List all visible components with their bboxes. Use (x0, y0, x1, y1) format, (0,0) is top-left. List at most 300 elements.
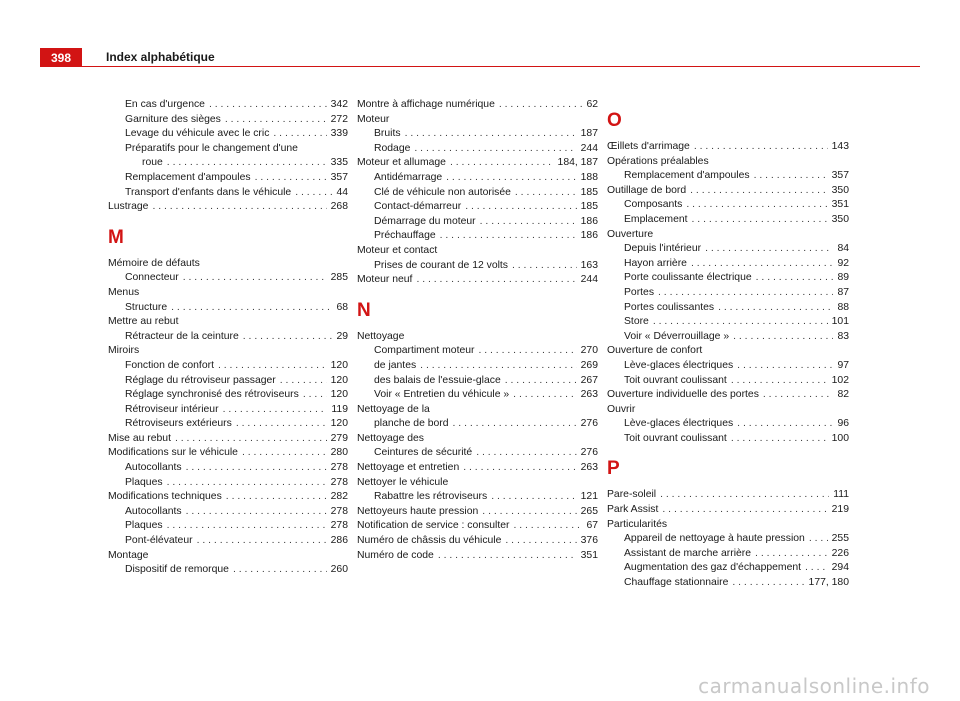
page-header (40, 48, 920, 70)
index-entry (357, 432, 598, 447)
index-entry (357, 186, 598, 201)
index-entry (108, 446, 348, 461)
index-entry (108, 461, 348, 476)
index-entry-term: Ouvrir (607, 403, 636, 415)
dot-leader (690, 184, 828, 199)
index-entry-page: 278 (330, 476, 348, 488)
index-entry (357, 171, 598, 186)
index-entry-term: Ouverture de confort (607, 345, 703, 357)
index-entry-page: 100 (831, 432, 849, 444)
index-entry (108, 563, 348, 578)
index-entry-term: Autocollants (125, 462, 182, 474)
index-entry-term: Contact-démarreur (374, 201, 462, 213)
index-entry-page: 163 (580, 259, 598, 271)
index-entry-term: Mise au rebut (108, 432, 171, 444)
index-entry (108, 476, 348, 491)
dot-leader (438, 549, 577, 564)
index-entry (607, 184, 849, 199)
index-entry (108, 359, 348, 374)
index-entry (108, 388, 348, 403)
index-entry (108, 200, 348, 215)
index-entry (108, 127, 348, 142)
index-entry-page: 120 (330, 418, 348, 430)
index-entry (607, 518, 849, 533)
index-entry (607, 488, 849, 503)
index-entry-page: 87 (837, 286, 849, 298)
index-entry (108, 257, 348, 272)
dot-leader (732, 576, 804, 591)
dot-leader (171, 301, 332, 316)
index-entry-page: 286 (330, 535, 348, 547)
index-entry (357, 244, 598, 259)
index-entry-term: Montre à affichage numérique (357, 99, 495, 110)
index-entry-term: Ceintures de sécurité (374, 447, 473, 459)
index-entry-page: 119 (331, 403, 348, 415)
index-entry-page: 84 (837, 243, 849, 255)
index-entry-term: Œillets d'arrimage (607, 141, 690, 152)
dot-leader (805, 561, 828, 576)
dot-leader (303, 388, 327, 403)
index-entry (607, 432, 849, 447)
index-entry-term: Dispositif de remorque (125, 564, 229, 576)
index-entry (108, 142, 348, 157)
index-entry-term: Particularités (607, 518, 668, 530)
index-entry-page: 278 (330, 462, 348, 474)
index-entry-page: 143 (831, 141, 849, 152)
index-entry-term: Nettoyage des (357, 432, 425, 444)
index-entry (357, 388, 598, 403)
index-entry-term: Toit ouvrant coulissant (624, 374, 727, 386)
index-entry (357, 344, 598, 359)
dot-leader (809, 532, 828, 547)
index-entry (607, 140, 849, 155)
index-entry-page: 185 (580, 201, 598, 213)
index-entry (357, 156, 598, 171)
index-entry-term: En cas d'urgence (125, 99, 205, 110)
index-entry-term: Augmentation des gaz d'échappement (624, 562, 802, 574)
index-entry-term: Rétroviseur intérieur (125, 403, 219, 415)
index-entry (108, 432, 348, 447)
dot-leader (453, 417, 577, 432)
index-entry-page: 272 (330, 113, 348, 125)
index-entry (607, 417, 849, 432)
index-entry-page: 120 (330, 389, 348, 401)
index-entry-page: 376 (580, 535, 598, 547)
dot-leader (653, 315, 828, 330)
index-entry (357, 215, 598, 230)
index-entry (108, 519, 348, 534)
index-entry-term: Numéro de châssis du véhicule (357, 535, 502, 547)
index-entry (607, 403, 849, 418)
index-entry (357, 534, 598, 549)
index-entry (357, 549, 598, 564)
index-entry-page: 88 (837, 301, 849, 313)
dot-leader (152, 200, 326, 215)
index-entry (607, 374, 849, 389)
index-entry (108, 549, 348, 564)
dot-leader (476, 446, 576, 461)
dot-leader (513, 519, 582, 534)
index-entry (108, 490, 348, 505)
section-letter: O (607, 110, 622, 131)
dot-leader (255, 171, 327, 186)
dot-leader (480, 215, 577, 230)
index-entry-page: 335 (330, 157, 348, 169)
index-entry-term: Réglage synchronisé des rétroviseurs (125, 389, 299, 401)
dot-leader (482, 505, 576, 520)
index-entry-page: 97 (837, 359, 849, 371)
index-entry-term: Plaques (125, 476, 163, 488)
index-entry-page: 121 (580, 491, 598, 503)
dot-leader (186, 461, 327, 476)
index-entry-term: Pont-élévateur (125, 535, 193, 547)
index-entry (607, 228, 849, 243)
index-entry-page: 186 (580, 215, 598, 227)
index-entry-page: 184, 187 (557, 157, 598, 169)
index-entry-term: Clé de véhicule non autorisée (374, 186, 511, 198)
index-entry-term: Bruits (374, 128, 401, 140)
index-entry-term: Opérations préalables (607, 155, 709, 167)
dot-leader (737, 359, 833, 374)
dot-leader (226, 490, 327, 505)
index-entry (108, 330, 348, 345)
index-entry-term: Remplacement d'ampoules (624, 170, 750, 182)
index-entry-term: Modifications techniques (108, 491, 222, 503)
index-entry-term: Ouverture (607, 228, 654, 240)
index-entry (357, 490, 598, 505)
index-entry-term: Remplacement d'ampoules (125, 171, 251, 183)
index-entry-term: Mettre au rebut (108, 316, 179, 328)
index-entry-page: 269 (580, 359, 598, 371)
index-entry-term: Pare-soleil (607, 489, 657, 501)
index-entry-term: planche de bord (374, 418, 449, 430)
index-entry (357, 200, 598, 215)
dot-leader (763, 388, 834, 403)
index-entry-term: Rétracteur de la ceinture (125, 330, 239, 342)
index-entry-page: 102 (831, 374, 849, 386)
dot-leader (705, 242, 833, 257)
dot-leader (273, 127, 326, 142)
index-entry-term: Store (624, 316, 649, 328)
index-entry-term: Toit ouvrant coulissant (624, 432, 727, 444)
index-entry-term: Rétroviseurs extérieurs (125, 418, 232, 430)
index-entry-page: 280 (330, 447, 348, 459)
dot-leader (167, 476, 327, 491)
index-entry-term: Plaques (125, 520, 163, 532)
dot-leader (660, 488, 829, 503)
index-entry-page: 267 (580, 374, 598, 386)
section-letter: P (607, 458, 620, 480)
dot-leader (167, 519, 327, 534)
index-entry-term: Outillage de bord (607, 184, 687, 196)
index-entry (607, 532, 849, 547)
index-entry-page: 263 (580, 389, 598, 401)
dot-leader (512, 259, 577, 274)
index-entry (607, 315, 849, 330)
index-entry-term: Hayon arrière (624, 257, 687, 269)
dot-leader (505, 374, 577, 389)
index-entry-term: Rabattre les rétroviseurs (374, 491, 488, 503)
page-number: 398 (40, 48, 82, 67)
index-column-3 (607, 98, 849, 591)
index-entry-term: Depuis l'intérieur (624, 243, 702, 255)
index-entry-page: 83 (837, 330, 849, 342)
index-entry-term: Portes (624, 286, 655, 298)
index-entry (607, 213, 849, 228)
dot-leader (420, 359, 576, 374)
index-entry-page: 270 (580, 345, 598, 357)
index-entry (108, 98, 348, 113)
index-entry-term: Démarrage du moteur (374, 215, 476, 227)
index-entry-term: Menus (108, 286, 140, 298)
index-entry-term: Nettoyer le véhicule (357, 476, 449, 488)
index-entry-page: 68 (336, 301, 348, 313)
index-entry-term: Montage (108, 549, 149, 561)
dot-leader (416, 273, 576, 288)
index-entry-term: Nettoyage de la (357, 403, 430, 415)
watermark: carmanualsonline.info (698, 674, 930, 698)
index-entry (357, 403, 598, 418)
index-entry-term: Autocollants (125, 505, 182, 517)
index-entry-page: 177, 180 (808, 577, 849, 589)
index-entry-term: Modifications sur le véhicule (108, 447, 238, 459)
dot-leader (414, 142, 576, 157)
dot-leader (183, 271, 327, 286)
index-entry-term: Transport d'enfants dans le véhicule (125, 186, 292, 198)
dot-leader (733, 330, 833, 345)
dot-leader (242, 446, 327, 461)
index-entry (357, 113, 598, 128)
index-entry-term: Numéro de code (357, 549, 434, 561)
index-entry-term: Mémoire de défauts (108, 257, 200, 269)
index-entry (607, 503, 849, 518)
index-entry-term: Lève-glaces électriques (624, 418, 734, 430)
index-entry-page: 111 (833, 489, 849, 501)
dot-leader (465, 200, 576, 215)
index-entry-term: Connecteur (125, 272, 179, 284)
index-entry-term: Rodage (374, 142, 411, 154)
dot-leader (233, 563, 327, 578)
index-entry-term: roue (142, 157, 163, 169)
index-entry-page: 29 (336, 330, 348, 342)
dot-leader (243, 330, 333, 345)
index-entry (357, 476, 598, 491)
index-entry-term: Chauffage stationnaire (624, 577, 729, 589)
dot-leader (491, 490, 576, 505)
index-entry-term: Park Assist (607, 504, 659, 516)
section-letter: M (108, 226, 124, 248)
dot-leader (218, 359, 327, 374)
index-entry-page: 278 (330, 520, 348, 532)
index-entry-page: 263 (580, 462, 598, 474)
index-entry (607, 155, 849, 170)
dot-leader (450, 156, 554, 171)
dot-leader (440, 229, 577, 244)
index-entry (607, 301, 849, 316)
index-entry-page: 351 (580, 549, 598, 561)
index-entry-page: 44 (336, 186, 348, 198)
index-entry-term: Préchauffage (374, 230, 436, 242)
page-title: Index alphabétique (106, 50, 215, 64)
index-entry-page: 294 (831, 562, 849, 574)
index-entry-term: Assistant de marche arrière (624, 547, 752, 559)
dot-leader (175, 432, 327, 447)
index-entry-page: 101 (831, 316, 849, 328)
dot-leader (718, 301, 833, 316)
index-entry (357, 330, 598, 345)
index-entry-term: Porte coulissante électrique (624, 272, 752, 284)
index-entry (108, 344, 348, 359)
index-entry-term: Nettoyeurs haute pression (357, 505, 479, 517)
dot-leader (754, 169, 828, 184)
index-entry (357, 374, 598, 389)
index-entry-term: des balais de l'essuie-glace (374, 374, 501, 386)
index-entry-term: Moteur (357, 113, 390, 125)
index-entry (607, 344, 849, 359)
index-entry (108, 113, 348, 128)
index-entry (607, 359, 849, 374)
index-entry-term: Garniture des sièges (125, 113, 221, 125)
dot-leader (295, 186, 332, 201)
index-entry (357, 461, 598, 476)
index-entry-page: 260 (330, 564, 348, 576)
index-entry (607, 547, 849, 562)
index-entry (607, 242, 849, 257)
dot-leader (197, 534, 327, 549)
index-column-1 (108, 98, 348, 578)
index-entry (357, 229, 598, 244)
index-entry-term: Levage du véhicule avec le cric (125, 128, 270, 140)
dot-leader (686, 198, 827, 213)
index-entry-term: Appareil de nettoyage à haute pression (624, 533, 805, 545)
index-entry-page: 350 (831, 213, 849, 225)
index-entry-term: Voir « Entretien du véhicule » (374, 389, 510, 401)
dot-leader (755, 547, 828, 562)
dot-leader (478, 344, 576, 359)
index-entry (108, 315, 348, 330)
dot-leader (209, 98, 327, 113)
index-entry (607, 286, 849, 301)
index-entry-page: 120 (330, 374, 348, 386)
index-entry-term: Composants (624, 199, 683, 211)
index-entry-term: Voir « Déverrouillage » (624, 330, 730, 342)
dot-leader (236, 417, 327, 432)
index-entry-page: 276 (580, 447, 598, 459)
dot-leader (505, 534, 576, 549)
index-entry-term: Notification de service : consulter (357, 520, 510, 532)
index-entry (607, 169, 849, 184)
index-entry-page: 357 (330, 171, 348, 183)
index-entry-page: 339 (330, 128, 348, 140)
index-entry-term: Portes coulissantes (624, 301, 715, 313)
dot-leader (463, 461, 576, 476)
index-column-2 (357, 98, 598, 563)
index-entry (357, 142, 598, 157)
index-entry-term: Structure (125, 301, 168, 313)
index-entry (357, 417, 598, 432)
index-entry-term: Nettoyage et entretien (357, 462, 460, 474)
index-entry-page: 67 (586, 520, 598, 532)
index-entry-page: 188 (580, 171, 598, 183)
index-entry-term: de jantes (374, 359, 417, 371)
index-entry-page: 255 (831, 533, 849, 545)
index-entry-term: Antidémarrage (374, 171, 443, 183)
index-entry (108, 301, 348, 316)
dot-leader (446, 171, 577, 186)
dot-leader (658, 286, 833, 301)
index-entry (357, 273, 598, 288)
dot-leader (731, 432, 828, 447)
index-entry-page: 342 (330, 99, 348, 110)
index-entry-page: 120 (330, 359, 348, 371)
dot-leader (662, 503, 827, 518)
index-entry-page: 244 (580, 274, 598, 286)
dot-leader (167, 156, 327, 171)
index-entry (108, 171, 348, 186)
index-entry-page: 89 (837, 272, 849, 284)
index-entry-page: 357 (831, 170, 849, 182)
index-entry (108, 186, 348, 201)
index-entry (108, 417, 348, 432)
dot-leader (756, 271, 834, 286)
dot-leader (515, 186, 577, 201)
index-entry-page: 82 (837, 389, 849, 401)
index-entry-page: 350 (831, 184, 849, 196)
index-entry-term: Miroirs (108, 345, 140, 357)
dot-leader (691, 257, 833, 272)
section-letter: N (357, 299, 371, 321)
index-entry-term: Ouverture individuelle des portes (607, 389, 759, 401)
index-entry (607, 330, 849, 345)
index-entry (357, 98, 598, 113)
index-entry (357, 359, 598, 374)
index-entry-term: Emplacement (624, 213, 688, 225)
index-entry (108, 505, 348, 520)
index-entry (607, 271, 849, 286)
index-entry (357, 127, 598, 142)
index-entry (607, 257, 849, 272)
dot-leader (499, 98, 583, 113)
index-entry (607, 388, 849, 403)
index-entry-page: 285 (330, 272, 348, 284)
index-entry-term: Lève-glaces électriques (624, 359, 734, 371)
index-entry-page: 96 (837, 418, 849, 430)
index-entry-page: 185 (580, 186, 598, 198)
index-entry (108, 271, 348, 286)
index-entry-page: 219 (831, 504, 849, 516)
dot-leader (280, 374, 327, 389)
index-entry-page: 92 (837, 257, 849, 269)
index-entry-term: Moteur et contact (357, 244, 438, 256)
index-entry-term: Moteur et allumage (357, 157, 446, 169)
dot-leader (692, 213, 828, 228)
index-entry-term: Compartiment moteur (374, 345, 475, 357)
index-entry-page: 186 (580, 230, 598, 242)
dot-leader (405, 127, 577, 142)
index-entry-page: 265 (580, 505, 598, 517)
index-entry-term: Moteur neuf (357, 274, 413, 286)
index-entry (607, 198, 849, 213)
index-entry-term: Nettoyage (357, 330, 405, 342)
index-entry (357, 259, 598, 274)
index-entry-page: 268 (330, 201, 348, 213)
index-entry-page: 62 (586, 99, 598, 110)
index-entry-page: 244 (580, 142, 598, 154)
index-entry (607, 576, 849, 591)
dot-leader (186, 505, 327, 520)
index-entry-term: Fonction de confort (125, 359, 214, 371)
index-entry-page: 279 (330, 432, 348, 444)
